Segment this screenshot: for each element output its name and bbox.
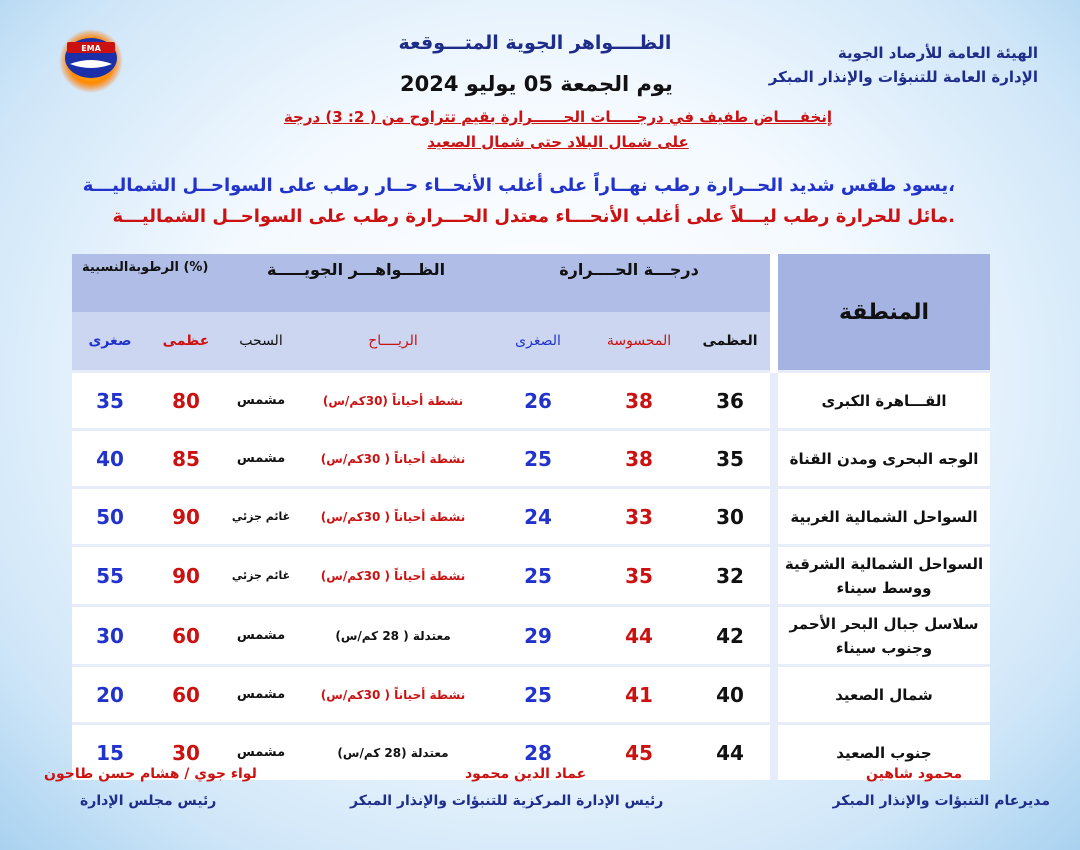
signature-central-director-name: عماد الدين محمود — [465, 766, 587, 782]
region-cell: القـــاهرة الكبرى — [774, 372, 990, 430]
clouds-cell: غائم جزئي — [224, 488, 298, 546]
wind-cell: معتدلة ( 28 كم/س) — [298, 606, 488, 666]
felt-temp-cell: 45 — [588, 724, 690, 781]
min-temp-cell: 25 — [488, 546, 588, 606]
humidity-min-cell: 50 — [72, 488, 148, 546]
clouds-cell: مشمس — [224, 372, 298, 430]
svg-text:EMA: EMA — [81, 44, 101, 53]
min-temp-header: الصغرى — [488, 312, 588, 372]
signature-general-manager-title: مديرعام التنبؤات والإنذار المبكر — [832, 793, 1050, 809]
page-title: الظــــواهر الجوية المتـــوقعة — [398, 32, 672, 54]
region-cell: شمال الصعيد — [774, 666, 990, 724]
wind-cell: معتدلة (28 كم/س) — [298, 724, 488, 781]
felt-temp-cell: 38 — [588, 430, 690, 488]
signature-general-manager-name: محمود شاهين — [865, 766, 962, 782]
max-temp-cell: 30 — [690, 488, 774, 546]
table-row — [72, 606, 990, 666]
forecast-table — [72, 254, 990, 780]
table-group-header-row — [72, 254, 990, 312]
clouds-cell: مشمس — [224, 724, 298, 781]
clouds-cell: مشمس — [224, 430, 298, 488]
wind-cell: نشطة أحياناً ( 30كم/س) — [298, 666, 488, 724]
clouds-cell: غائم جزئي — [224, 546, 298, 606]
phenomena-group-header: الظـــواهـــر الجويـــــة — [224, 254, 488, 312]
max-temp-cell: 40 — [690, 666, 774, 724]
felt-temp-cell: 35 — [588, 546, 690, 606]
humidity-min-cell: 35 — [72, 372, 148, 430]
humidity-min-cell: 30 — [72, 606, 148, 666]
humidity-max-cell: 90 — [148, 488, 224, 546]
humidity-group-header: الرطوبةالنسبية (%) — [72, 254, 224, 312]
temperature-group-header: درجـــة الحــــرارة — [488, 254, 774, 312]
forecast-date: يوم الجمعة 05 يوليو 2024 — [400, 72, 673, 96]
region-header: المنطقة — [774, 254, 990, 372]
min-temp-cell: 25 — [488, 430, 588, 488]
table-row — [72, 430, 990, 488]
max-temp-cell: 36 — [690, 372, 774, 430]
wind-cell: نشطة أحياناً ( 30كم/س) — [298, 430, 488, 488]
felt-temp-cell: 41 — [588, 666, 690, 724]
min-temp-cell: 26 — [488, 372, 588, 430]
humidity-max-cell: 85 — [148, 430, 224, 488]
table-row — [72, 372, 990, 430]
humidity-max-header: عظمى — [148, 312, 224, 372]
department-name: الإدارة العامة للتنبؤات والإنذار المبكر — [768, 68, 1038, 86]
region-cell: الوجه البحرى ومدن القناة — [774, 430, 990, 488]
region-cell: سلاسل جبال البحر الأحمر وجنوب سيناء — [774, 606, 990, 666]
humidity-max-cell: 60 — [148, 606, 224, 666]
clouds-cell: مشمس — [224, 606, 298, 666]
clouds-header: السحب — [224, 312, 298, 372]
region-cell: السواحل الشمالية الغربية — [774, 488, 990, 546]
felt-temp-cell: 33 — [588, 488, 690, 546]
region-cell: السواحل الشمالية الشرقية ووسط سيناء — [774, 546, 990, 606]
felt-temp-cell: 44 — [588, 606, 690, 666]
humidity-min-cell: 55 — [72, 546, 148, 606]
humidity-min-header: صغرى — [72, 312, 148, 372]
min-temp-cell: 28 — [488, 724, 588, 781]
humidity-min-cell: 40 — [72, 430, 148, 488]
org-name: الهيئة العامة للأرصاد الجوية — [837, 44, 1038, 62]
table-row — [72, 488, 990, 546]
wind-cell: نشطة أحياناً ( 30كم/س) — [298, 546, 488, 606]
felt-temp-header: المحسوسة — [588, 312, 690, 372]
forecast-summary-line2: مائل للحرارة رطب ليـــلاً على أغلب الأنحـــاء معتدل الحـــرارة رطب على السواحــل الشماليـــة. — [112, 206, 955, 227]
table-row — [72, 666, 990, 724]
ema-logo-icon — [50, 28, 132, 94]
signature-chairman-name: لواء جوي / هشام حسن طاحون — [44, 766, 257, 782]
forecast-summary-line1: يسود طقس شديد الحــرارة رطب نهــاراً على أغلب الأنحــاء حــار رطب على السواحــل الشماليـــة، — [82, 175, 955, 196]
signature-chairman-title: رئيس مجلس الإدارة — [80, 793, 217, 809]
min-temp-cell: 29 — [488, 606, 588, 666]
wind-cell: نشطة أحياناً (30كم/س) — [298, 372, 488, 430]
humidity-min-cell: 15 — [72, 724, 148, 781]
humidity-max-cell: 90 — [148, 546, 224, 606]
wind-header: الريــــاح — [298, 312, 488, 372]
felt-temp-cell: 38 — [588, 372, 690, 430]
table-row — [72, 546, 990, 606]
temperature-note-line1: إنخفــــاض طفيف في درجـــــات الحــــــرارة بقيم تتراوح من ( 2: 3) درجة — [283, 108, 833, 126]
max-temp-cell: 42 — [690, 606, 774, 666]
min-temp-cell: 24 — [488, 488, 588, 546]
max-temp-cell: 44 — [690, 724, 774, 781]
humidity-max-cell: 60 — [148, 666, 224, 724]
region-cell: جنوب الصعيد — [774, 724, 990, 781]
humidity-max-cell: 30 — [148, 724, 224, 781]
signature-central-director-title: رئيس الإدارة المركزية للتنبؤات والإنذار المبكر — [350, 793, 664, 809]
min-temp-cell: 25 — [488, 666, 588, 724]
humidity-max-cell: 80 — [148, 372, 224, 430]
max-temp-cell: 32 — [690, 546, 774, 606]
clouds-cell: مشمس — [224, 666, 298, 724]
wind-cell: نشطة أحياناً ( 30كم/س) — [298, 488, 488, 546]
humidity-min-cell: 20 — [72, 666, 148, 724]
max-temp-header: العظمى — [690, 312, 774, 372]
max-temp-cell: 35 — [690, 430, 774, 488]
temperature-note-line2: على شمال البلاد حتى شمال الصعيد — [427, 133, 689, 151]
